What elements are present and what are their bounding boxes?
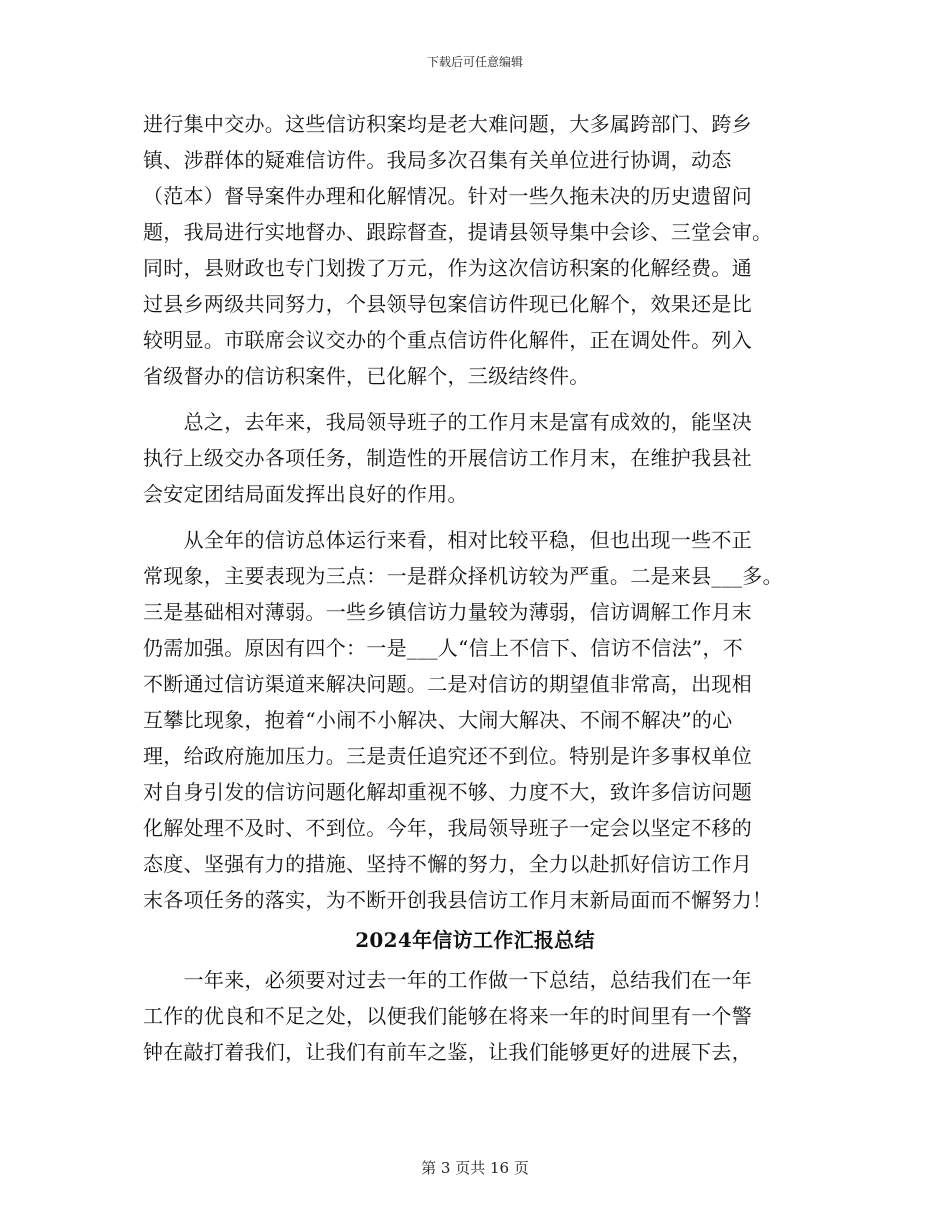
text-line: 会安定团结局面发挥出良好的作用。 bbox=[143, 482, 468, 506]
text-line: 一年来，必须要对过去一年的工作做一下总结，总结我们在一年 bbox=[143, 968, 752, 992]
text-line: 工作的优良和不足之处，以便我们能够在将来一年的时间里有一个警 bbox=[143, 1004, 752, 1028]
text-line: 化解处理不及时、不到位。今年，我局领导班子一定会以坚定不移的 bbox=[143, 816, 752, 840]
page-header: 下载后可任意编辑 bbox=[426, 55, 523, 69]
text-line: 较明显。市联席会议交办的个重点信访件化解件，正在调处件。列入 bbox=[143, 328, 752, 352]
text-line: 对自身引发的信访问题化解却重视不够、力度不大，致许多信访问题 bbox=[143, 780, 752, 804]
text-line: 进行集中交办。这些信访积案均是老大难问题，大多属跨部门、跨乡 bbox=[143, 112, 752, 136]
page-footer: 第 3 页共 16 页 bbox=[421, 1159, 529, 1177]
text-line: 过县乡两级共同努力，个县领导包案信访件现已化解个，效果还是比 bbox=[143, 292, 752, 316]
section-title: 2024年信访工作汇报总结 bbox=[355, 928, 595, 952]
text-line: 从全年的信访总体运行来看，相对比较平稳，但也出现一些不正 bbox=[143, 528, 752, 552]
text-line: 末各项任务的落实，为不断开创我县信访工作月末新局面而不懈努力！ bbox=[143, 888, 773, 912]
text-line: 态度、坚强有力的措施、坚持不懈的努力，全力以赴抓好信访工作月 bbox=[143, 852, 752, 876]
text-line: 题，我局进行实地督办、跟踪督查，提请县领导集中会诊、三堂会审。 bbox=[143, 220, 773, 244]
text-line: 钟在敲打着我们，让我们有前车之鉴，让我们能够更好的进展下去， bbox=[143, 1040, 752, 1064]
text-line: 理，给政府施加压力。三是责任追究还不到位。特别是许多事权单位 bbox=[143, 744, 752, 768]
text-line: 仍需加强。原因有四个：一是___人“信上不信下、信访不信法”，不 bbox=[143, 636, 744, 660]
text-line: 执行上级交办各项任务，制造性的开展信访工作月末，在维护我县社 bbox=[143, 446, 752, 470]
text-line: 同时，县财政也专门划拨了万元，作为这次信访积案的化解经费。通 bbox=[143, 256, 752, 280]
text-line: 镇、涉群体的疑难信访件。我局多次召集有关单位进行协调，动态 bbox=[143, 148, 732, 172]
text-line: 省级督办的信访积案件，已化解个，三级结终件。 bbox=[143, 364, 590, 388]
text-line: （范本）督导案件办理和化解情况。针对一些久拖未决的历史遗留问 bbox=[143, 184, 752, 208]
text-line: 常现象，主要表现为三点：一是群众择机访较为严重。二是来县___多。 bbox=[143, 564, 783, 588]
text-line: 互攀比现象，抱着“小闹不小解决、大闹大解决、不闹不解决”的心 bbox=[143, 708, 733, 732]
text-line: 总之，去年来，我局领导班子的工作月末是富有成效的，能坚决 bbox=[143, 410, 752, 434]
text-line: 不断通过信访渠道来解决问题。二是对信访的期望值非常高，出现相 bbox=[143, 672, 752, 696]
text-line: 三是基础相对薄弱。一些乡镇信访力量较为薄弱，信访调解工作月末 bbox=[143, 600, 752, 624]
